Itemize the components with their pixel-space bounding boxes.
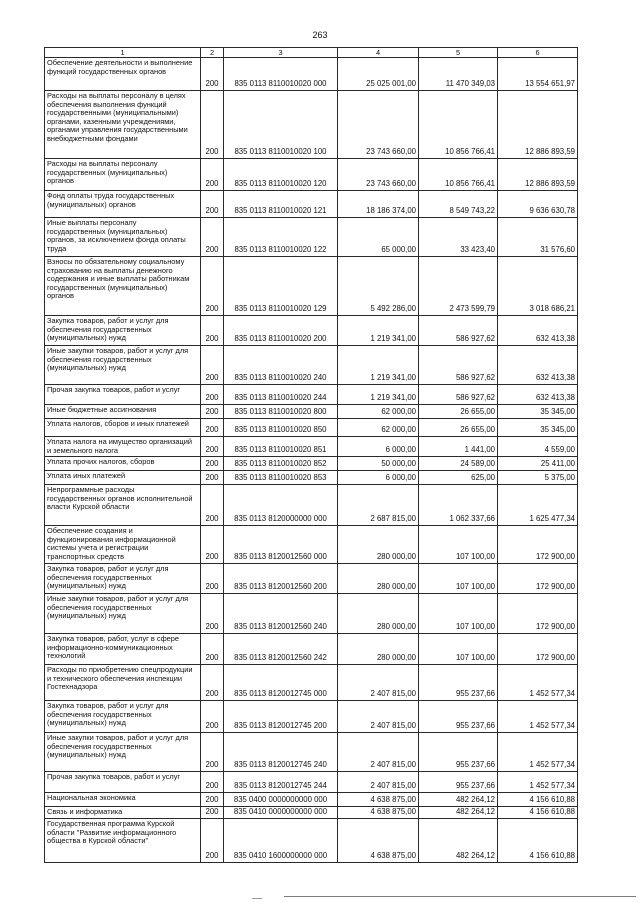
row-description: Уплата налога на имущество организаций и земельного налога [45, 437, 201, 456]
line-code-cell: 200 [201, 58, 224, 90]
line-code-cell: 200 [201, 316, 224, 345]
line-code-cell: 200 [201, 385, 224, 404]
approved-amount-cell: 23 743 660,00 [338, 91, 419, 158]
budget-classification-code-cell: 835 0113 8110010020 200 [224, 316, 338, 345]
approved-amount-cell: 18 186 374,00 [338, 191, 419, 217]
executed-amount-cell: 955 237,66 [419, 665, 498, 700]
table-row [45, 218, 578, 257]
remaining-amount-cell: 172 900,00 [498, 634, 578, 664]
budget-classification-code-cell: 835 0113 8120012560 240 [224, 594, 338, 633]
approved-amount-cell: 2 407 815,00 [338, 665, 419, 700]
executed-amount-cell: 11 470 349,03 [419, 58, 498, 90]
budget-classification-code-cell: 835 0113 8110010020 000 [224, 58, 338, 90]
executed-amount-cell: 586 927,62 [419, 316, 498, 345]
row-description: Уплата иных платежей [45, 471, 201, 484]
executed-amount-cell: 107 100,00 [419, 526, 498, 563]
budget-classification-code-cell: 835 0113 8110010020 122 [224, 218, 338, 256]
remaining-amount-cell: 4 156 610,88 [498, 793, 578, 806]
budget-classification-code-cell: 835 0410 0000000000 000 [224, 807, 338, 818]
budget-classification-code-cell: 835 0410 1600000000 000 [224, 819, 338, 862]
table-row [45, 819, 578, 863]
row-description: Иные бюджетные ассигнования [45, 405, 201, 418]
table-row [45, 634, 578, 665]
approved-amount-cell: 23 743 660,00 [338, 159, 419, 190]
executed-amount-cell: 10 856 766,41 [419, 159, 498, 190]
table-row [45, 385, 578, 405]
table-row [45, 91, 578, 159]
executed-amount-cell: 26 655,00 [419, 419, 498, 436]
row-description: Взносы по обязательному социальному страхованию на выплаты денежного содержания и иные выплаты работникам государственных (муниципальных) органов [45, 257, 201, 315]
row-description: Обеспечение деятельности и выполнение функций государственных органов [45, 58, 201, 90]
table-row [45, 58, 578, 91]
row-description: Закупка товаров, работ и услуг для обеспечения государственных (муниципальных) нужд [45, 564, 201, 593]
executed-amount-cell: 107 100,00 [419, 564, 498, 593]
approved-amount-cell: 4 638 875,00 [338, 819, 419, 862]
table-row [45, 526, 578, 564]
budget-classification-code-cell: 835 0113 8110010020 800 [224, 405, 338, 418]
page-number: 263 [312, 30, 328, 40]
line-code-cell: 200 [201, 457, 224, 470]
row-description: Государственная программа Курской области "Развитие информационного общества в Курской области" [45, 819, 201, 862]
table-row [45, 316, 578, 346]
budget-classification-code-cell: 835 0113 8110010020 853 [224, 471, 338, 484]
executed-amount-cell: 482 264,12 [419, 793, 498, 806]
approved-amount-cell: 4 638 875,00 [338, 807, 419, 818]
table-row [45, 159, 578, 191]
table-row [45, 807, 578, 819]
row-description: Непрограммные расходы государственных органов исполнительной власти Курской области [45, 485, 201, 525]
remaining-amount-cell: 1 452 577,34 [498, 701, 578, 732]
line-code-cell: 200 [201, 564, 224, 593]
row-description: Прочая закупка товаров, работ и услуг [45, 385, 201, 404]
row-description: Закупка товаров, работ и услуг для обеспечения государственных (муниципальных) нужд [45, 316, 201, 345]
line-code-cell: 200 [201, 191, 224, 217]
remaining-amount-cell: 31 576,60 [498, 218, 578, 256]
line-code-cell: 200 [201, 346, 224, 384]
remaining-amount-cell: 632 413,38 [498, 385, 578, 404]
budget-classification-code-cell: 835 0113 8110010020 851 [224, 437, 338, 456]
remaining-amount-cell: 172 900,00 [498, 594, 578, 633]
remaining-amount-cell: 5 375,00 [498, 471, 578, 484]
remaining-amount-cell: 35 345,00 [498, 405, 578, 418]
budget-classification-code-cell: 835 0113 8110010020 100 [224, 91, 338, 158]
budget-classification-code-cell: 835 0113 8120012560 242 [224, 634, 338, 664]
row-description: Закупка товаров, работ и услуг для обеспечения государственных (муниципальных) нужд [45, 701, 201, 732]
table-row [45, 471, 578, 485]
executed-amount-cell: 107 100,00 [419, 594, 498, 633]
approved-amount-cell: 6 000,00 [338, 471, 419, 484]
remaining-amount-cell: 172 900,00 [498, 564, 578, 593]
remaining-amount-cell: 4 156 610,88 [498, 819, 578, 862]
budget-classification-code-cell: 835 0113 8120000000 000 [224, 485, 338, 525]
table-row [45, 793, 578, 807]
approved-amount-cell: 62 000,00 [338, 405, 419, 418]
budget-classification-code-cell: 835 0113 8120012560 200 [224, 564, 338, 593]
budget-classification-code-cell: 835 0113 8110010020 120 [224, 159, 338, 190]
table-row [45, 594, 578, 634]
row-description: Иные закупки товаров, работ и услуг для обеспечения государственных (муниципальных) нужд [45, 594, 201, 633]
remaining-amount-cell: 13 554 651,97 [498, 58, 578, 90]
executed-amount-cell: 107 100,00 [419, 634, 498, 664]
approved-amount-cell: 280 000,00 [338, 564, 419, 593]
row-description: Прочая закупка товаров, работ и услуг [45, 772, 201, 792]
budget-classification-code-cell: 835 0113 8110010020 850 [224, 419, 338, 436]
column-number-1: 1 [45, 48, 201, 57]
budget-classification-code-cell: 835 0113 8110010020 240 [224, 346, 338, 384]
table-row [45, 733, 578, 772]
budget-classification-code-cell: 835 0400 0000000000 000 [224, 793, 338, 806]
budget-classification-code-cell: 835 0113 8110010020 852 [224, 457, 338, 470]
table-row [45, 405, 578, 419]
remaining-amount-cell: 35 345,00 [498, 419, 578, 436]
approved-amount-cell: 25 025 001,00 [338, 58, 419, 90]
table-row [45, 346, 578, 385]
table-row [45, 257, 578, 316]
executed-amount-cell: 8 549 743,22 [419, 191, 498, 217]
approved-amount-cell: 62 000,00 [338, 419, 419, 436]
approved-amount-cell: 1 219 341,00 [338, 346, 419, 384]
executed-amount-cell: 482 264,12 [419, 819, 498, 862]
remaining-amount-cell: 1 452 577,34 [498, 772, 578, 792]
line-code-cell: 200 [201, 526, 224, 563]
line-code-cell: 200 [201, 594, 224, 633]
budget-classification-code-cell: 835 0113 8110010020 244 [224, 385, 338, 404]
executed-amount-cell: 955 237,66 [419, 701, 498, 732]
budget-classification-code-cell: 835 0113 8120012745 000 [224, 665, 338, 700]
table-row [45, 419, 578, 437]
approved-amount-cell: 50 000,00 [338, 457, 419, 470]
executed-amount-cell: 2 473 599,79 [419, 257, 498, 315]
remaining-amount-cell: 1 452 577,34 [498, 733, 578, 771]
row-description: Иные закупки товаров, работ и услуг для обеспечения государственных (муниципальных) нужд [45, 346, 201, 384]
executed-amount-cell: 955 237,66 [419, 733, 498, 771]
line-code-cell: 200 [201, 793, 224, 806]
table-row [45, 772, 578, 793]
remaining-amount-cell: 12 886 893,59 [498, 91, 578, 158]
executed-amount-cell: 26 655,00 [419, 405, 498, 418]
line-code-cell: 200 [201, 471, 224, 484]
executed-amount-cell: 24 589,00 [419, 457, 498, 470]
table-row [45, 701, 578, 733]
executed-amount-cell: 955 237,66 [419, 772, 498, 792]
table-row [45, 485, 578, 526]
remaining-amount-cell: 632 413,38 [498, 316, 578, 345]
row-description: Расходы по приобретению спецпродукции и технического обеспечения инспекции Гостехнадзора [45, 665, 201, 700]
column-number-2: 2 [201, 48, 224, 57]
executed-amount-cell: 33 423,40 [419, 218, 498, 256]
approved-amount-cell: 2 407 815,00 [338, 772, 419, 792]
row-description: Иные закупки товаров, работ и услуг для обеспечения государственных (муниципальных) нужд [45, 733, 201, 771]
line-code-cell: 200 [201, 437, 224, 456]
budget-execution-table [44, 47, 578, 863]
executed-amount-cell: 586 927,62 [419, 346, 498, 384]
executed-amount-cell: 10 856 766,41 [419, 91, 498, 158]
row-description: Иные выплаты персоналу государственных (муниципальных) органов, за исключением фонда оплаты труда [45, 218, 201, 256]
budget-classification-code-cell: 835 0113 8120012745 200 [224, 701, 338, 732]
row-description: Закупка товаров, работ, услуг в сфере информационно-коммуникационных технологий [45, 634, 201, 664]
budget-classification-code-cell: 835 0113 8120012560 000 [224, 526, 338, 563]
remaining-amount-cell: 4 156 610,88 [498, 807, 578, 818]
line-code-cell: 200 [201, 91, 224, 158]
approved-amount-cell: 6 000,00 [338, 437, 419, 456]
budget-classification-code-cell: 835 0113 8110010020 129 [224, 257, 338, 315]
approved-amount-cell: 2 407 815,00 [338, 701, 419, 732]
line-code-cell: 200 [201, 634, 224, 664]
table-header-row [45, 48, 578, 58]
approved-amount-cell: 4 638 875,00 [338, 793, 419, 806]
line-code-cell: 200 [201, 405, 224, 418]
remaining-amount-cell: 172 900,00 [498, 526, 578, 563]
line-code-cell: 200 [201, 257, 224, 315]
approved-amount-cell: 5 492 286,00 [338, 257, 419, 315]
approved-amount-cell: 1 219 341,00 [338, 385, 419, 404]
line-code-cell: 200 [201, 218, 224, 256]
scan-artifact-dash [252, 898, 262, 899]
line-code-cell: 200 [201, 733, 224, 771]
executed-amount-cell: 586 927,62 [419, 385, 498, 404]
remaining-amount-cell: 12 886 893,59 [498, 159, 578, 190]
row-description: Расходы на выплаты персоналу в целях обеспечения выполнения функций государственными (муниципальными) органами, казенными учреждениями, органами управления государственными внебюджетными фондами [45, 91, 201, 158]
row-description: Связь и информатика [45, 807, 201, 818]
line-code-cell: 200 [201, 701, 224, 732]
column-number-5: 5 [419, 48, 498, 57]
remaining-amount-cell: 1 625 477,34 [498, 485, 578, 525]
remaining-amount-cell: 4 559,00 [498, 437, 578, 456]
approved-amount-cell: 2 407 815,00 [338, 733, 419, 771]
approved-amount-cell: 65 000,00 [338, 218, 419, 256]
table-row [45, 665, 578, 701]
column-number-3: 3 [224, 48, 338, 57]
remaining-amount-cell: 25 411,00 [498, 457, 578, 470]
approved-amount-cell: 2 687 815,00 [338, 485, 419, 525]
table-row [45, 457, 578, 471]
executed-amount-cell: 1 441,00 [419, 437, 498, 456]
budget-classification-code-cell: 835 0113 8120012745 240 [224, 733, 338, 771]
row-description: Уплата налогов, сборов и иных платежей [45, 419, 201, 436]
column-number-6: 6 [498, 48, 578, 57]
line-code-cell: 200 [201, 665, 224, 700]
line-code-cell: 200 [201, 807, 224, 818]
approved-amount-cell: 280 000,00 [338, 594, 419, 633]
approved-amount-cell: 280 000,00 [338, 634, 419, 664]
remaining-amount-cell: 632 413,38 [498, 346, 578, 384]
budget-classification-code-cell: 835 0113 8120012745 244 [224, 772, 338, 792]
remaining-amount-cell: 3 018 686,21 [498, 257, 578, 315]
scan-edge-line [284, 896, 636, 897]
budget-classification-code-cell: 835 0113 8110010020 121 [224, 191, 338, 217]
remaining-amount-cell: 1 452 577,34 [498, 665, 578, 700]
approved-amount-cell: 280 000,00 [338, 526, 419, 563]
table-row [45, 191, 578, 218]
remaining-amount-cell: 9 636 630,78 [498, 191, 578, 217]
line-code-cell: 200 [201, 159, 224, 190]
row-description: Фонд оплаты труда государственных (муниципальных) органов [45, 191, 201, 217]
line-code-cell: 200 [201, 485, 224, 525]
approved-amount-cell: 1 219 341,00 [338, 316, 419, 345]
table-row [45, 437, 578, 457]
line-code-cell: 200 [201, 819, 224, 862]
executed-amount-cell: 625,00 [419, 471, 498, 484]
executed-amount-cell: 1 062 337,66 [419, 485, 498, 525]
column-number-4: 4 [338, 48, 419, 57]
row-description: Расходы на выплаты персоналу государственных (муниципальных) органов [45, 159, 201, 190]
row-description: Национальная экономика [45, 793, 201, 806]
table-row [45, 564, 578, 594]
row-description: Обеспечение создания и функционирования информационной системы учета и регистрации транспортных средств [45, 526, 201, 563]
row-description: Уплата прочих налогов, сборов [45, 457, 201, 470]
table-body [45, 58, 578, 863]
line-code-cell: 200 [201, 419, 224, 436]
executed-amount-cell: 482 264,12 [419, 807, 498, 818]
line-code-cell: 200 [201, 772, 224, 792]
